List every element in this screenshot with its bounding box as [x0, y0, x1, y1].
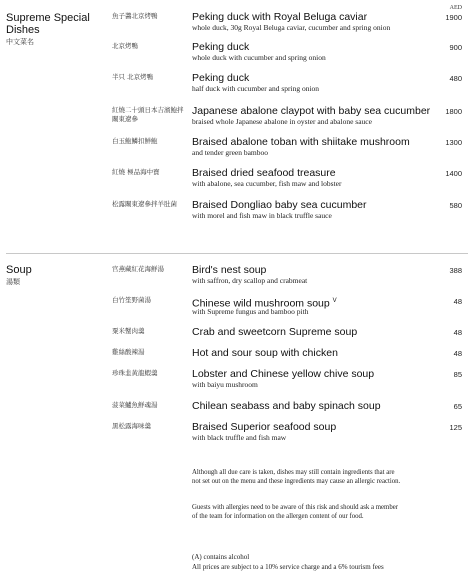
section-title-special-line1: Supreme Special	[6, 12, 90, 24]
item-price: 125	[449, 423, 462, 432]
section-title-special-line2: Dishes	[6, 24, 40, 36]
item-name: Hot and sour soup with chicken	[192, 347, 338, 359]
item-description: whole duck, 30g Royal Beluga caviar, cucumber and spring onion	[192, 23, 391, 32]
item-price: 1300	[445, 138, 462, 147]
allergy-advice: Guests with allergies need to be aware of this risk and should ask a member of the team for information on the allergen content of our food.	[192, 504, 398, 520]
item-price: 48	[453, 349, 462, 358]
item-name: Peking duck	[192, 72, 250, 84]
item-description: whole duck with cucumber and spring onion	[192, 53, 326, 62]
item-price: 1900	[445, 13, 462, 22]
item-description: with Supreme fungus and bamboo pith	[192, 307, 309, 316]
item-price: 1800	[445, 107, 462, 116]
section-subtitle-special: 中文菜名	[6, 38, 34, 46]
item-chinese-name: 紅燒二十頭日本吉濱鮑拌關東遼參	[112, 106, 184, 123]
item-name: Japanese abalone claypot with baby sea cucumber	[192, 105, 431, 117]
item-name: Bird's nest soup	[192, 264, 267, 276]
item-description: braised whole Japanese abalone in oyster and abalone sauce	[192, 117, 372, 126]
item-price: 65	[453, 402, 462, 411]
section-subtitle-soup: 湯類	[6, 278, 20, 286]
item-chinese-name: 半只 北京烤鴨	[112, 73, 154, 81]
item-name: Peking duck	[192, 41, 250, 53]
item-price: 48	[453, 297, 462, 306]
item-chinese-name: 白玉鮑鱗扣鮮鮑	[112, 137, 158, 145]
allergy-disclaimer: Although all due care is taken, dishes may still contain ingredients that are not set out on the menu and these ingredients may cause an allergic reaction.	[192, 469, 401, 485]
item-name: Peking duck with Royal Beluga caviar	[192, 11, 368, 23]
alcohol-note: (A) contains alcohol	[192, 553, 250, 561]
item-description: half duck with cucumber and spring onion	[192, 84, 320, 93]
currency-label: AED	[449, 5, 462, 11]
item-description: with abalone, sea cucumber, fish maw and lobster	[192, 179, 342, 188]
section-divider	[6, 253, 468, 254]
item-price: 388	[449, 266, 462, 275]
item-description: with black truffle and fish maw	[192, 433, 287, 442]
vegetarian-mark: V	[332, 298, 337, 304]
item-description: with morel and fish maw in black truffle sauce	[192, 211, 332, 220]
item-chinese-name: 黑松露海味羹	[112, 422, 151, 430]
item-chinese-name: 魚子醬北京烤鴨	[112, 12, 158, 20]
section-title-soup: Soup	[6, 264, 32, 276]
item-name: Braised Dongliao baby sea cucumber	[192, 199, 367, 211]
charges-note: All prices are subject to a 10% service charge and a 6% tourism fees	[192, 563, 384, 571]
item-chinese-name: 粟米蟹肉羹	[112, 327, 145, 335]
item-chinese-name: 北京烤鴨	[112, 42, 138, 50]
item-name: Lobster and Chinese yellow chive soup	[192, 368, 375, 380]
item-price: 580	[449, 201, 462, 210]
item-name: Braised dried seafood treasure	[192, 167, 336, 179]
item-name: Braised abalone toban with shiitake mushroom	[192, 136, 410, 148]
item-name-text: Chinese wild mushroom soup	[192, 297, 330, 310]
item-description: and tender green bamboo	[192, 148, 269, 157]
item-chinese-name: 菠菜鱸魚鮮魂湯	[112, 401, 158, 409]
item-price: 48	[453, 328, 462, 337]
item-chinese-name: 雞絲酸辣湯	[112, 348, 145, 356]
item-chinese-name: 官燕藏紅花海鮮湯	[112, 265, 164, 273]
item-description: with saffron, dry scallop and crabmeat	[192, 276, 308, 285]
item-name: Chilean seabass and baby spinach soup	[192, 400, 381, 412]
item-name: Braised Superior seafood soup	[192, 421, 337, 433]
item-chinese-name: 紅燒 極品海中寶	[112, 168, 160, 176]
item-chinese-name: 白竹笙野菌湯	[112, 296, 151, 304]
item-chinese-name: 松露關東遼參拌羊肚菌	[112, 200, 177, 208]
item-chinese-name: 珍珠韭黃龍蝦羹	[112, 369, 158, 377]
item-price: 85	[453, 370, 462, 379]
item-price: 900	[449, 43, 462, 52]
item-name: Crab and sweetcorn Supreme soup	[192, 326, 358, 338]
item-description: with baiyu mushroom	[192, 380, 258, 389]
item-price: 1400	[445, 169, 462, 178]
item-price: 480	[449, 74, 462, 83]
